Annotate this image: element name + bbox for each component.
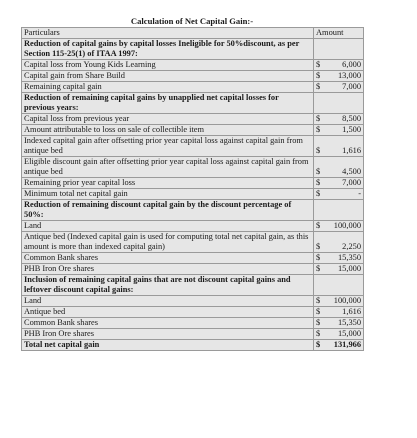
amount-cell — [314, 296, 364, 307]
header-row — [22, 28, 364, 39]
table-row — [22, 125, 364, 136]
table-title: Calculation of Net Capital Gain:- — [130, 16, 254, 26]
table-row — [22, 60, 364, 71]
particulars-cell: PHB Iron Ore shares — [22, 329, 314, 340]
amount-cell — [314, 340, 364, 351]
table-row — [22, 82, 364, 93]
currency-symbol: $ — [316, 296, 321, 305]
currency-symbol: $ — [316, 264, 321, 273]
particulars-cell: Total net capital gain — [22, 340, 314, 351]
amount-cell — [314, 71, 364, 82]
particulars-cell: Eligible discount gain after offsetting prior year capital loss against capital gain from antique bed — [22, 157, 314, 178]
particulars-cell: Antique bed — [22, 307, 314, 318]
currency-symbol: $ — [316, 114, 321, 123]
particulars-cell: Capital loss from Young Kids Learning — [22, 60, 314, 71]
amount-value: 6,000 — [342, 60, 361, 69]
table-row — [22, 232, 364, 253]
section-row — [22, 200, 364, 221]
particulars-cell: Capital gain from Share Build — [22, 71, 314, 82]
amount-cell — [314, 264, 364, 275]
section-row — [22, 39, 364, 60]
table-row — [22, 114, 364, 125]
particulars-cell: Remaining prior year capital loss — [22, 178, 314, 189]
amount-cell — [314, 125, 364, 136]
amount-cell — [314, 275, 364, 296]
amount-header: Amount — [314, 28, 364, 39]
amount-value: 1,500 — [342, 125, 361, 134]
amount-cell — [314, 253, 364, 264]
table-row — [22, 307, 364, 318]
amount-value: 1,616 — [342, 307, 361, 316]
currency-symbol: $ — [316, 307, 321, 316]
currency-symbol: $ — [316, 125, 321, 134]
currency-symbol: $ — [316, 253, 321, 262]
section-row — [22, 93, 364, 114]
currency-symbol: $ — [316, 189, 321, 198]
currency-symbol: $ — [316, 146, 321, 155]
amount-value: 4,500 — [342, 167, 361, 176]
particulars-header: Particulars — [22, 28, 314, 39]
amount-cell — [314, 60, 364, 71]
table-row — [22, 221, 364, 232]
currency-symbol: $ — [316, 318, 321, 327]
amount-cell — [314, 39, 364, 60]
particulars-cell: PHB Iron Ore shares — [22, 264, 314, 275]
particulars-cell: Land — [22, 221, 314, 232]
amount-cell — [314, 221, 364, 232]
amount-value: 100,000 — [333, 221, 361, 230]
table-row — [22, 329, 364, 340]
currency-symbol: $ — [316, 242, 321, 251]
calculation-table — [21, 27, 364, 351]
amount-value: 8,500 — [342, 114, 361, 123]
amount-value: 2,250 — [342, 242, 361, 251]
amount-cell — [314, 189, 364, 200]
amount-value: 100,000 — [333, 296, 361, 305]
particulars-cell: Inclusion of remaining capital gains that are not discount capital gains and leftover discount capital gains: — [22, 275, 314, 296]
amount-value: 7,000 — [342, 178, 361, 187]
amount-cell — [314, 114, 364, 125]
table-row — [22, 253, 364, 264]
particulars-cell: Remaining capital gain — [22, 82, 314, 93]
amount-cell — [314, 136, 364, 157]
particulars-cell: Amount attributable to loss on sale of collectible item — [22, 125, 314, 136]
amount-cell — [314, 307, 364, 318]
table-row — [22, 71, 364, 82]
particulars-cell: Reduction of capital gains by capital losses Ineligible for 50%discount, as per Section 115-25(1) of ITAA 1997: — [22, 39, 314, 60]
particulars-cell: Reduction of remaining discount capital gain by the discount percentage of 50%: — [22, 200, 314, 221]
currency-symbol: $ — [316, 178, 321, 187]
amount-value: 15,000 — [337, 264, 361, 273]
particulars-cell: Indexed capital gain after offsetting prior year capital loss against capital gain from antique bed — [22, 136, 314, 157]
amount-value: 131,966 — [333, 340, 361, 349]
amount-cell — [314, 157, 364, 178]
particulars-cell: Common Bank shares — [22, 318, 314, 329]
table-row — [22, 264, 364, 275]
capital-gain-calculation — [21, 16, 363, 351]
table-row — [22, 136, 364, 157]
table-row — [22, 178, 364, 189]
table-row — [22, 157, 364, 178]
amount-cell — [314, 232, 364, 253]
particulars-cell: Reduction of remaining capital gains by unapplied net capital losses for previous years: — [22, 93, 314, 114]
amount-cell — [314, 318, 364, 329]
amount-cell — [314, 93, 364, 114]
currency-symbol: $ — [316, 167, 321, 176]
amount-cell — [314, 178, 364, 189]
amount-value: 15,350 — [337, 318, 361, 327]
table-body — [22, 39, 364, 351]
section-row — [22, 275, 364, 296]
currency-symbol: $ — [316, 340, 321, 349]
total-row — [22, 340, 364, 351]
currency-symbol: $ — [316, 221, 321, 230]
amount-value: 1,616 — [342, 146, 361, 155]
table-row — [22, 189, 364, 200]
currency-symbol: $ — [316, 82, 321, 91]
amount-value: 7,000 — [342, 82, 361, 91]
currency-symbol: $ — [316, 60, 321, 69]
particulars-cell: Common Bank shares — [22, 253, 314, 264]
particulars-cell: Minimum total net capital gain — [22, 189, 314, 200]
amount-cell — [314, 82, 364, 93]
amount-value: - — [358, 189, 361, 198]
amount-value: 13,000 — [337, 71, 361, 80]
amount-value: 15,000 — [337, 329, 361, 338]
table-row — [22, 318, 364, 329]
particulars-cell: Antique bed (Indexed capital gain is used for computing total net capital gain, as this amount is more than indexed capital gain) — [22, 232, 314, 253]
currency-symbol: $ — [316, 71, 321, 80]
amount-cell — [314, 329, 364, 340]
particulars-cell: Land — [22, 296, 314, 307]
amount-cell — [314, 200, 364, 221]
amount-value: 15,350 — [337, 253, 361, 262]
particulars-cell: Capital loss from previous year — [22, 114, 314, 125]
table-row — [22, 296, 364, 307]
currency-symbol: $ — [316, 329, 321, 338]
